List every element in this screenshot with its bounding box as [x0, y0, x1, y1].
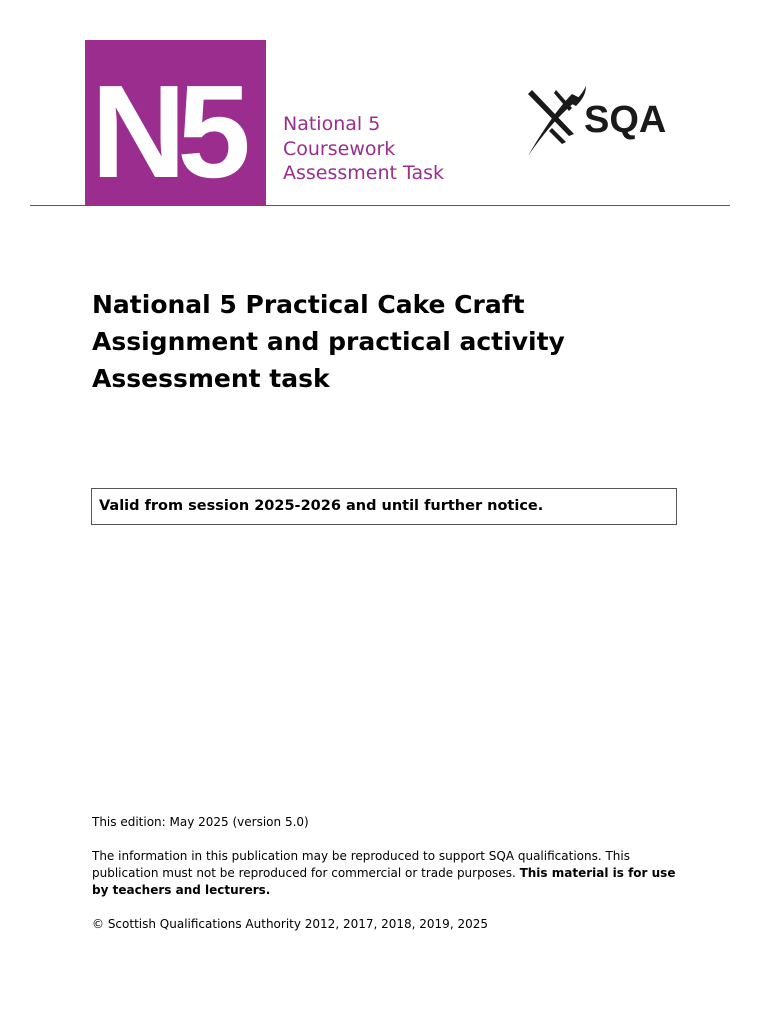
sqa-logo: [526, 84, 676, 158]
n5-badge: [85, 40, 266, 205]
rights-bold: This material is for use by teachers and lecturers.: [92, 866, 676, 897]
sqa-logo-text: SQA: [584, 99, 667, 141]
edition-note: This edition: May 2025 (version 5.0): [92, 815, 309, 829]
validity-box: [91, 488, 677, 525]
header-divider: [30, 205, 730, 206]
badge-caption-line: Coursework: [283, 137, 396, 160]
title-line: Assignment and practical activity: [92, 327, 565, 356]
n5-badge-code: N5: [91, 58, 242, 205]
badge-caption: [283, 112, 444, 186]
rights-plain: The information in this publication may be reproduced to support SQA qualifications. This publication must not be reproduced for commercial or trade purposes.: [92, 849, 630, 880]
copyright-notice: © Scottish Qualifications Authority 2012, 2017, 2018, 2019, 2025: [92, 917, 488, 931]
rights-statement: [92, 848, 692, 899]
validity-notice: Valid from session 2025-2026 and until further notice.: [99, 498, 544, 514]
document-title: [92, 286, 565, 397]
title-line: Assessment task: [92, 364, 330, 393]
badge-caption-line: National 5: [283, 113, 381, 135]
title-line: National 5 Practical Cake Craft: [92, 290, 525, 319]
badge-caption-line: Assessment Task: [283, 162, 445, 184]
sqa-x-icon: [528, 86, 586, 156]
